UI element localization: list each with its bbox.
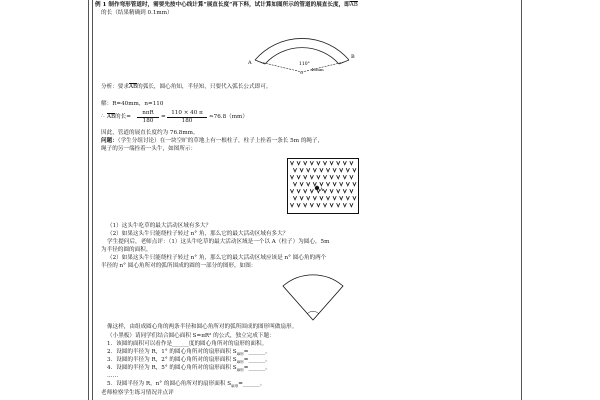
sector-figure (273, 272, 353, 324)
solution-1: 学生提问后，老师点评：（1）这头牛吃草的最大活动区域是一个以 A（柱子）为圆心，5m (107, 239, 330, 245)
arc-ab-label: $\overline{AB}$ (349, 2, 358, 8)
question-line (101, 138, 323, 145)
analysis-line (101, 84, 271, 91)
sector-shape (283, 275, 343, 320)
equals-sign: = (161, 114, 166, 120)
pipe-arc-figure (243, 22, 363, 74)
small-board-line: （小黑板）请同学们结合圆心面积 S=πR² 的公式，独立完成下题： (107, 333, 275, 339)
arc-ab-inline: $\overline{AB}$ (128, 84, 138, 90)
radius-line-left (260, 62, 302, 72)
post-a-label: A (320, 188, 324, 193)
problem-2-blank: =______。 (243, 349, 271, 355)
post-marker (315, 186, 319, 190)
teacher-check-line: 老师检察学生练习情况并点评 (101, 390, 174, 396)
worksheet-table (88, 0, 522, 400)
problem-3-text: 3．设圆的半径为 R，2° 的圆心角所对的扇形面积 S (107, 357, 237, 363)
solution-2: （2）如果这头牛只能绕柱子转过 n° 角，那么它的最大活动区域应该是 n° 圆心角的两个 (107, 255, 327, 261)
radius-label: 40mm (311, 67, 324, 72)
problem-2-text: 2．设圆的半径为 R，1° 的圆心角所对的扇形面积 S (107, 349, 237, 355)
problem-3-sub: 扇形 (236, 360, 244, 365)
question-2: （2）如果这头牛只能绕柱子转过 n° 角，那么它的最大活动区域有多大？ (107, 231, 289, 237)
analysis-lead: 分析：要求 (101, 84, 129, 90)
outer-arc (255, 38, 349, 60)
question-title: 问题： (101, 138, 118, 144)
answer-line: 因此，管道的展直长度约为 76.8mm。 (101, 130, 199, 136)
problem-3-blank: =______。 (243, 357, 271, 363)
solution-line: 解：R=40mm，n=110 (101, 101, 164, 107)
fraction-2-num: 110 × 40 π (167, 110, 207, 118)
formula-mid: 的长= (115, 114, 131, 120)
problem-4-text: 4．设圆的半径为 R，5° 的圆心角所对的扇形面积 S (107, 365, 237, 371)
question-text-2: 绳子的另一端拴着一头牛，如图所示： (101, 146, 197, 152)
problem-5-text: 5．设圆半径为 R，n° 的圆心角所对的扇形面积 S (107, 381, 232, 387)
worksheet-content (93, 0, 519, 400)
fraction-1 (137, 110, 159, 125)
example-1-text (95, 2, 358, 9)
point-a-label: A (248, 60, 252, 66)
problem-4 (107, 365, 271, 374)
example-1-tail: 的长（结果精确到 0.1mm） (101, 10, 173, 16)
point-b-label: B (351, 54, 355, 60)
problem-5-blank: =______。 (238, 381, 266, 387)
point-o-label: O (300, 70, 304, 74)
therefore-symbol: ∴ (101, 114, 105, 120)
problem-2-sub: 扇形 (236, 352, 244, 357)
solution-1b: 为半径的圆的面积。 (101, 247, 152, 253)
fraction-1-num: nπR (137, 110, 159, 118)
grass-field-figure (287, 158, 359, 214)
conclusion-line: 像这样，由组成圆心角的两条半径和圆心角所对的弧所围成的图形叫做扇形。 (107, 324, 298, 330)
fraction-2 (167, 110, 207, 125)
arc-ab-formula: $\overline{AB}$ (107, 114, 116, 120)
angle-label: 110° (299, 62, 310, 67)
solution-2b: 半径的 n° 圆心角所对的弧所围成的圆的一部分的图形，如图： (101, 263, 257, 269)
formula-result: ≈76.8（mm） (209, 114, 248, 120)
fraction-2-den: 180 (181, 118, 193, 124)
problem-5 (107, 381, 265, 390)
question-text: （学生分组讨论）在一块空旷的草地上有一根柱子，柱子上拴着一条长 5m 的绳子， (117, 138, 324, 144)
ellipsis-line: …… (107, 373, 119, 379)
question-1: （1）这头牛吃草的最大活动区域有多大？ (107, 223, 212, 229)
problem-1: 1．该圆的面积可以看作是______度的圆心角所对的扇形的面积。 (107, 341, 268, 347)
problem-4-blank: =______。 (243, 365, 271, 371)
problem-5-sub: 扇形 (231, 384, 239, 389)
problem-4-sub: 扇形 (236, 368, 244, 373)
analysis-tail: 的弧长，圆心角知，半径知，只要代入弧长公式即可。 (137, 84, 272, 90)
example-1-lead: 例 1 制作弯形管道时，需要先按中心线计算“展直长度”再下料，试计算如图所示的管道的展直长度，即 (95, 2, 350, 8)
fraction-1-den: 180 (142, 118, 154, 124)
